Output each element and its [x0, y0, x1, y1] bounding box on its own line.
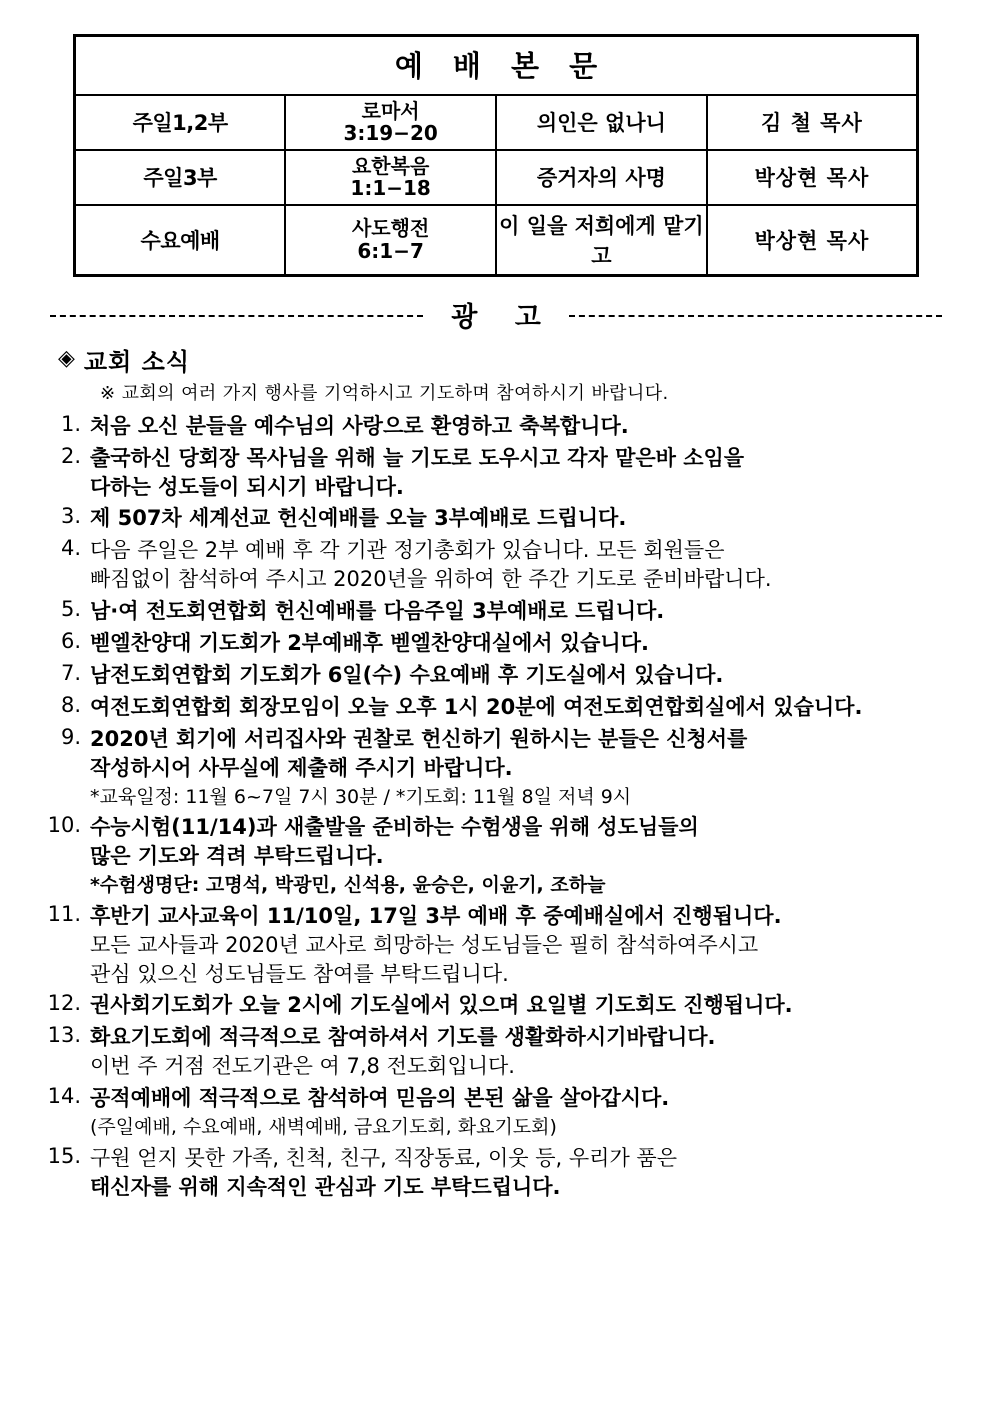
sermon-topic: 이 일을 저희에게 맡기고 — [496, 205, 707, 276]
scripture-reference — [285, 150, 496, 205]
preacher-name: 김 철 목사 — [707, 95, 918, 150]
scripture-reference — [285, 95, 496, 150]
item-line: 남·여 전도회연합회 헌신예배를 다음주일 3부예배로 드립니다. — [90, 599, 665, 624]
sermon-topic: 증거자의 사명 — [496, 150, 707, 205]
list-item — [44, 536, 948, 594]
item-line: 작성하시어 사무실에 제출해 주시기 바랍니다. — [90, 756, 513, 781]
item-number: 12. — [47, 991, 81, 1016]
item-line: 처음 오신 분들을 예수님의 사랑으로 환영하고 축복합니다. — [90, 413, 629, 438]
item-body — [90, 412, 948, 441]
item-line: 벧엘찬양대 기도회가 2부예배후 벧엘찬양대실에서 있습니다. — [90, 631, 649, 656]
table-row — [75, 95, 918, 150]
preacher-name: 박상현 목사 — [707, 150, 918, 205]
item-line: 다음 주일은 2부 예배 후 각 기관 정기총회가 있습니다. 모든 회원들은 — [90, 538, 725, 563]
section-title: 교회 소식 — [83, 347, 191, 376]
item-number: 4. — [60, 536, 81, 561]
item-subnote: *교육일정: 11월 6~7일 7시 30분 / *기도회: 11월 8일 저녁 9시 — [90, 786, 632, 809]
list-item — [44, 1144, 948, 1202]
item-body — [90, 661, 948, 690]
item-body — [90, 1023, 948, 1081]
item-line: 화요기도회에 적극적으로 참여하셔서 기도를 생활화하시기바랍니다. — [90, 1025, 716, 1050]
item-number: 9. — [60, 725, 81, 750]
item-subnote: *수험생명단: 고명석, 박광민, 신석용, 윤승은, 이윤기, 조하늘 — [90, 874, 606, 897]
list-item — [44, 1084, 948, 1140]
item-line: 출국하신 당회장 목사님을 위해 늘 기도로 도우시고 각자 맡은바 소임을 — [90, 445, 745, 470]
item-number: 15. — [47, 1143, 81, 1168]
item-number: 1. — [60, 411, 81, 436]
list-item — [44, 991, 948, 1020]
list-item — [44, 693, 948, 722]
item-line: 태신자를 위해 지속적인 관심과 기도 부탁드립니다. — [90, 1174, 561, 1199]
scripture-verse: 6:1−7 — [357, 238, 424, 263]
item-number: 5. — [60, 597, 81, 622]
item-body — [90, 693, 948, 722]
item-line: 공적예배에 적극적으로 참석하여 믿음의 본된 삶을 살아갑시다. — [90, 1086, 670, 1111]
item-line: 모든 교사들과 2020년 교사로 희망하는 성도님들은 필히 참석하여주시고 — [90, 932, 759, 957]
item-number: 11. — [47, 901, 81, 926]
item-body — [90, 813, 948, 898]
notice-list — [44, 412, 948, 1202]
item-line: 후반기 교사교육이 11/10일, 17일 3부 예배 후 중예배실에서 진행됩니다. — [90, 903, 782, 928]
item-body — [90, 991, 948, 1020]
item-number: 13. — [47, 1023, 81, 1048]
divider-left — [50, 315, 423, 317]
list-item — [44, 629, 948, 658]
service-name: 수요예배 — [75, 205, 286, 276]
item-line: 빠짐없이 참석하여 주시고 2020년을 위하여 한 주간 기도로 준비바랍니다. — [90, 567, 772, 592]
list-item — [44, 813, 948, 898]
announcements-title: 광 고 — [451, 301, 555, 333]
church-news-heading — [58, 342, 948, 377]
item-body — [90, 725, 948, 810]
item-body — [90, 536, 948, 594]
list-item — [44, 902, 948, 989]
announcements-header — [44, 295, 948, 334]
item-number: 7. — [60, 661, 81, 686]
item-number: 8. — [60, 693, 81, 718]
service-name: 주일3부 — [75, 150, 286, 205]
scripture-verse: 3:19−20 — [343, 121, 438, 146]
table-title-row — [75, 36, 918, 96]
scripture-table-title: 예 배 본 문 — [75, 36, 918, 96]
scripture-book: 로마서 — [361, 99, 420, 123]
item-line: 구원 얻지 못한 가족, 친척, 친구, 직장동료, 이웃 등, 우리가 품은 — [90, 1145, 677, 1170]
item-body — [90, 1084, 948, 1140]
item-line: 여전도회연합회 회장모임이 오늘 오후 1시 20분에 여전도회연합회실에서 있습니다. — [90, 695, 863, 720]
item-line: 많은 기도와 격려 부탁드립니다. — [90, 844, 384, 869]
scripture-book: 사도행전 — [351, 216, 430, 241]
service-name: 주일1,2부 — [75, 95, 286, 150]
item-line: 제 507차 세계선교 헌신예배를 오늘 3부예배로 드립니다. — [90, 506, 627, 531]
scripture-book: 요한복음 — [351, 153, 430, 178]
preacher-name: 박상현 목사 — [707, 205, 918, 276]
item-line: 2020년 회기에 서리집사와 권찰로 헌신하기 원하시는 분들은 신청서를 — [90, 727, 748, 752]
item-number: 3. — [60, 504, 81, 529]
divider-right — [569, 315, 942, 317]
item-body — [90, 597, 948, 626]
item-line: 관심 있으신 성도님들도 참여를 부탁드립니다. — [90, 961, 509, 986]
item-number: 10. — [47, 813, 81, 838]
item-line: 이번 주 거점 전도기관은 여 7,8 전도회입니다. — [90, 1054, 515, 1079]
list-item — [44, 597, 948, 626]
item-line: 남전도회연합회 기도회가 6일(수) 수요예배 후 기도실에서 있습니다. — [90, 663, 724, 688]
item-body — [90, 504, 948, 533]
item-subnote: (주일예배, 수요예배, 새벽예배, 금요기도회, 화요기도회) — [90, 1116, 557, 1139]
item-body — [90, 1144, 948, 1202]
item-line: 다하는 성도들이 되시기 바랍니다. — [90, 474, 404, 499]
list-item — [44, 1023, 948, 1081]
item-body — [90, 902, 948, 989]
notice-intro-text: ※ 교회의 여러 가지 행사를 기억하시고 기도하며 참여하시기 바랍니다. — [100, 382, 669, 404]
table-row — [75, 150, 918, 205]
item-number: 14. — [47, 1084, 81, 1109]
item-line: 권사회기도회가 오늘 2시에 기도실에서 있으며 요일별 기도회도 진행됩니다. — [90, 993, 793, 1018]
list-item — [44, 444, 948, 502]
sermon-topic: 의인은 없나니 — [496, 95, 707, 150]
item-body — [90, 444, 948, 502]
item-body — [90, 629, 948, 658]
scripture-verse: 1:1−18 — [350, 176, 431, 201]
list-item — [44, 661, 948, 690]
item-number: 2. — [60, 443, 81, 468]
item-line: 수능시험(11/14)과 새출발을 준비하는 수험생을 위해 성도님들의 — [90, 815, 699, 840]
item-number: 6. — [60, 629, 81, 654]
list-item — [44, 725, 948, 810]
diamond-icon: ◈ — [58, 346, 75, 372]
scripture-table — [73, 34, 919, 277]
list-item — [44, 504, 948, 533]
list-item — [44, 412, 948, 441]
scripture-reference — [285, 205, 496, 276]
table-row — [75, 205, 918, 276]
